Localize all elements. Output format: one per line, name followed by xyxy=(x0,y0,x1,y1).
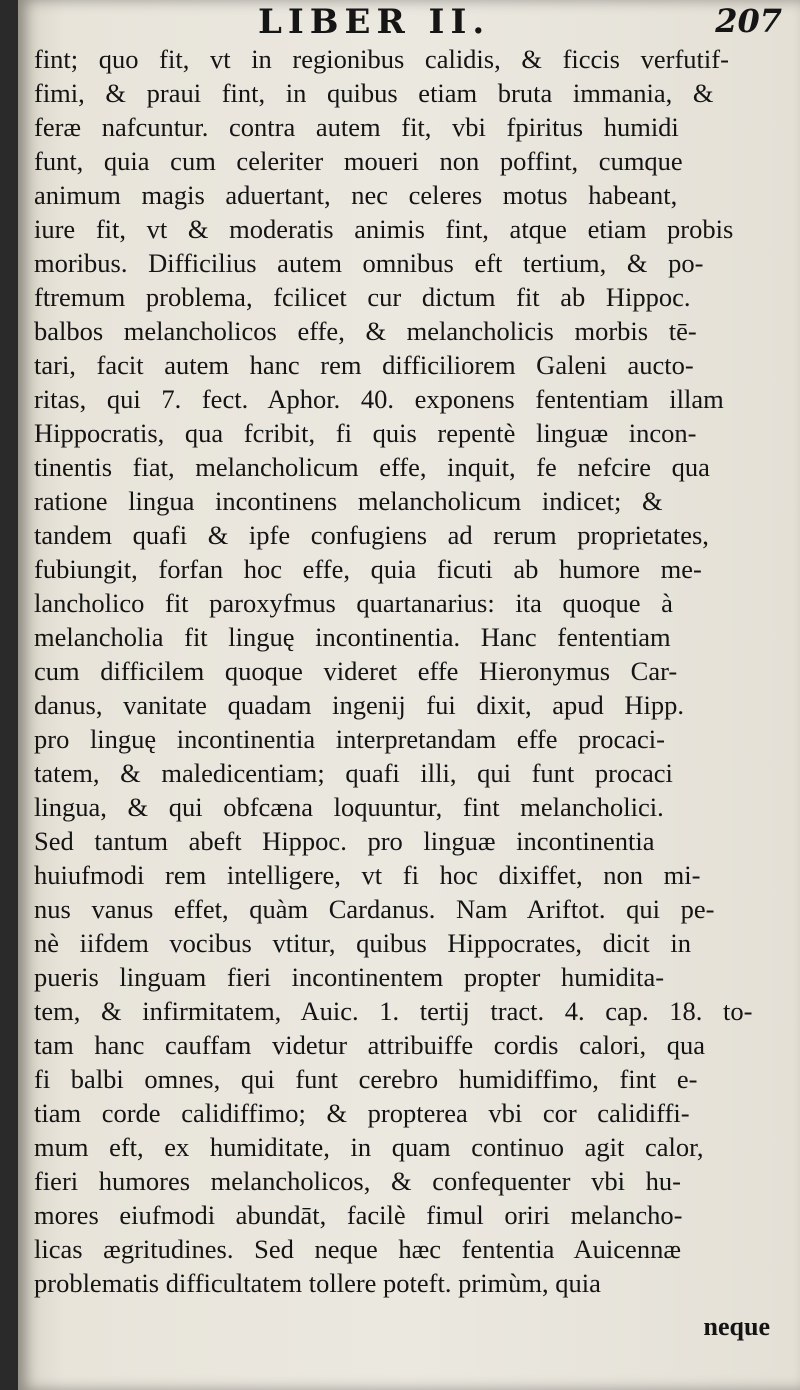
text-line: mum eft, ex humiditate, in quam continuo agit calor, xyxy=(34,1132,704,1162)
text-line: lancholico fit paroxyfmus quartanarius: ita quoque à xyxy=(34,588,673,618)
text-line: licas ægritudines. Sed neque hæc fententia Auicennæ xyxy=(34,1234,681,1264)
text-line: fubiungit, forfan hoc effe, quia ficuti ab humore me- xyxy=(34,554,702,584)
text-line: problematis difficultatem tollere poteft. primùm, quia xyxy=(34,1268,601,1298)
text-line: mores eiufmodi abundāt, facilè fimul oriri melancho- xyxy=(34,1200,683,1230)
text-line: fimi, & praui fint, in quibus etiam bruta immania, & xyxy=(34,78,714,108)
text-line: feræ nafcuntur. contra autem fit, vbi fpiritus humidi xyxy=(34,112,679,142)
text-line: ratione lingua incontinens melancholicum indicet; & xyxy=(34,486,663,516)
page-header xyxy=(18,2,800,42)
text-line: iure fit, vt & moderatis animis fint, atque etiam probis xyxy=(34,214,734,244)
text-line: lingua, & qui obfcæna loquuntur, fint melancholici. xyxy=(34,792,664,822)
text-line: nus vanus effet, quàm Cardanus. Nam Ariftot. qui pe- xyxy=(34,894,715,924)
book-page xyxy=(18,0,800,1390)
text-line: funt, quia cum celeriter moueri non poffint, cumque xyxy=(34,146,683,176)
text-line: Hippocratis, qua fcribit, fi quis repentè linguæ incon- xyxy=(34,418,697,448)
text-line: melancholia fit linguę incontinentia. Hanc fententiam xyxy=(34,622,671,652)
text-line: moribus. Difficilius autem omnibus eft tertium, & po- xyxy=(34,248,704,278)
text-line: ritas, qui 7. fect. Aphor. 40. exponens fententiam illam xyxy=(34,384,724,414)
text-block xyxy=(34,42,794,1300)
text-line: danus, vanitate quadam ingenij fui dixit, apud Hipp. xyxy=(34,690,684,720)
text-line: tiam corde calidiffimo; & propterea vbi cor calidiffi- xyxy=(34,1098,690,1128)
text-line: huiufmodi rem intelligere, vt fi hoc dixiffet, non mi- xyxy=(34,860,701,890)
text-line: tam hanc cauffam videtur attribuiffe cordis calori, qua xyxy=(34,1030,705,1060)
text-line: tem, & infirmitatem, Auic. 1. tertij tract. 4. cap. 18. to- xyxy=(34,996,753,1026)
text-line: balbos melancholicos effe, & melancholicis morbis tē- xyxy=(34,316,697,346)
text-line: fieri humores melancholicos, & confequenter vbi hu- xyxy=(34,1166,681,1196)
text-line: tari, facit autem hanc rem difficiliorem Galeni aucto- xyxy=(34,350,694,380)
text-line: tandem quafi & ipfe confugiens ad rerum proprietates, xyxy=(34,520,709,550)
text-line: Sed tantum abeft Hippoc. pro linguæ incontinentia xyxy=(34,826,655,856)
text-line: ftremum problema, fcilicet cur dictum fit ab Hippoc. xyxy=(34,282,691,312)
page-number: 207 xyxy=(715,2,782,40)
catchword: neque xyxy=(703,1312,770,1341)
text-line: tatem, & maledicentiam; quafi illi, qui funt procaci xyxy=(34,758,673,788)
text-line: tinentis fiat, melancholicum effe, inquit, fe nefcire qua xyxy=(34,452,710,482)
text-line: nè iifdem vocibus vtitur, quibus Hippocrates, dicit in xyxy=(34,928,692,958)
text-line: pro linguę incontinentia interpretandam effe procaci- xyxy=(34,724,665,754)
text-line: animum magis aduertant, nec celeres motus habeant, xyxy=(34,180,678,210)
text-line: fi balbi omnes, qui funt cerebro humidiffimo, fint e- xyxy=(34,1064,698,1094)
running-head: LIBER II. xyxy=(258,2,491,42)
text-line: cum difficilem quoque videret effe Hieronymus Car- xyxy=(34,656,678,686)
text-line: pueris linguam fieri incontinentem propter humidita- xyxy=(34,962,665,992)
text-line: fint; quo fit, vt in regionibus calidis, & ficcis verfutif- xyxy=(34,44,729,74)
